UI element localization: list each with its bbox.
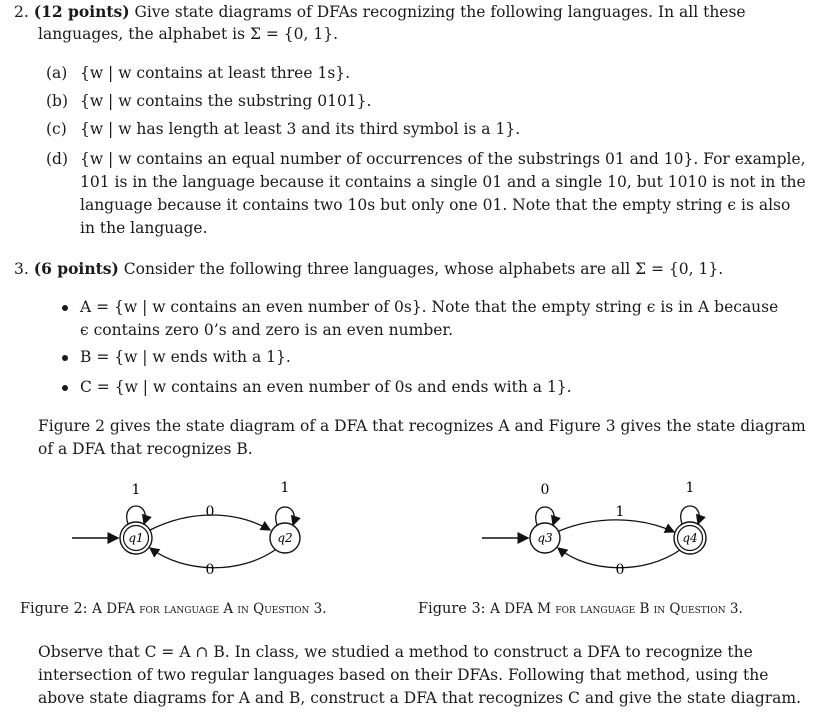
figure3-state-q3-label: q3 — [537, 531, 553, 545]
figure2-caption — [20, 598, 327, 621]
figure3-dfa-diagram — [470, 472, 730, 582]
figure2-loop-q1-label: 1 — [131, 482, 141, 498]
q3-points: (6 points) — [33, 259, 119, 278]
q2-item-d-line4: in the language. — [80, 219, 208, 237]
bullet-dot — [62, 385, 68, 391]
q3-bullet-a-line1: A = {w | w contains an even number of 0s}. Note that the empty string ϵ is in A because — [80, 298, 779, 316]
q2-intro-line2: languages, the alphabet is Σ = {0, 1}. — [38, 25, 339, 43]
q3-figure-text-line1: Figure 2 gives the state diagram of a DFA that recognizes A and Figure 3 gives the state diagram — [38, 417, 806, 435]
q2-item-c-label: (c) — [46, 120, 67, 138]
figure2-caption-text: A DFA for language A in Question 3. — [92, 601, 327, 617]
figure2-caption-label: Figure 2: — [20, 601, 88, 617]
q2-item-d-line1: {w | w contains an equal number of occurrences of the substrings 01 and 10}. For example, — [80, 150, 806, 168]
figure2-state-q1-label: q1 — [128, 531, 144, 545]
q3-intro: Consider the following three languages, whose alphabets are all Σ = {0, 1}. — [123, 260, 724, 278]
q3-closing-line1: Observe that C = A ∩ B. In class, we studied a method to construct a DFA to recognize the — [38, 643, 753, 661]
figure2-edge-bottom-label: 0 — [205, 562, 215, 578]
q3-bullet-b: B = {w | w ends with a 1}. — [80, 348, 291, 366]
q3-closing-line3: above state diagrams for A and B, construct a DFA that recognizes C and give the state diagram. — [38, 689, 802, 707]
bullet-dot — [62, 305, 68, 311]
figure3-caption-text: A DFA M for language B in Question 3. — [490, 601, 743, 617]
q2-number: 2. — [14, 3, 29, 21]
q2-item-b-text: {w | w contains the substring 0101}. — [80, 92, 372, 110]
q3-heading — [14, 257, 723, 281]
q3-figure-text-line2: of a DFA that recognizes B. — [38, 440, 253, 458]
bullet-dot — [62, 355, 68, 361]
q2-item-d-line2: 101 is in the language because it contains a single 01 and a single 10, but 1010 is not in the — [80, 173, 806, 191]
q2-item-a-label: (a) — [46, 64, 68, 82]
q3-bullet-c: C = {w | w contains an even number of 0s and ends with a 1}. — [80, 378, 572, 396]
q2-heading — [14, 0, 746, 24]
q3-closing-line2: intersection of two regular languages based on their DFAs. Following that method, using the — [38, 666, 769, 684]
figure3-caption-label: Figure 3: — [418, 601, 486, 617]
figure3-state-q4-label: q4 — [682, 531, 698, 545]
q3-bullet-a-line2: ϵ contains zero 0’s and zero is an even number. — [80, 321, 454, 339]
figure2-edge-top-label: 0 — [205, 504, 215, 520]
q2-points: (12 points) — [33, 2, 130, 21]
figure3-loop-q4-label: 1 — [685, 480, 695, 496]
figure2-dfa-diagram — [60, 472, 330, 582]
figure3-edge-top-label: 1 — [615, 504, 625, 520]
q2-item-d-line3: language because it contains two 10s but only one 01. Note that the empty string ϵ is also — [80, 196, 791, 214]
figure2-loop-q2 — [276, 507, 295, 525]
q2-intro-line1: Give state diagrams of DFAs recognizing the following languages. In all these — [134, 3, 746, 21]
figure3-loop-q4 — [681, 506, 700, 524]
q2-item-a-text: {w | w contains at least three 1s}. — [80, 64, 351, 82]
figure2-loop-q1 — [127, 506, 146, 524]
q2-item-b-label: (b) — [46, 92, 69, 110]
figure3-loop-q3-label: 0 — [540, 482, 550, 498]
figure3-loop-q3 — [536, 507, 555, 525]
q2-item-d-label: (d) — [46, 150, 69, 168]
figure3-edge-q3-q4 — [559, 520, 674, 532]
q3-number: 3. — [14, 260, 29, 278]
figure2-state-q2-label: q2 — [277, 531, 293, 545]
figure3-caption — [418, 598, 743, 621]
q2-item-c-text: {w | w has length at least 3 and its third symbol is a 1}. — [80, 120, 521, 138]
figure2-loop-q2-label: 1 — [280, 480, 290, 496]
figure3-edge-bottom-label: 0 — [615, 562, 625, 578]
